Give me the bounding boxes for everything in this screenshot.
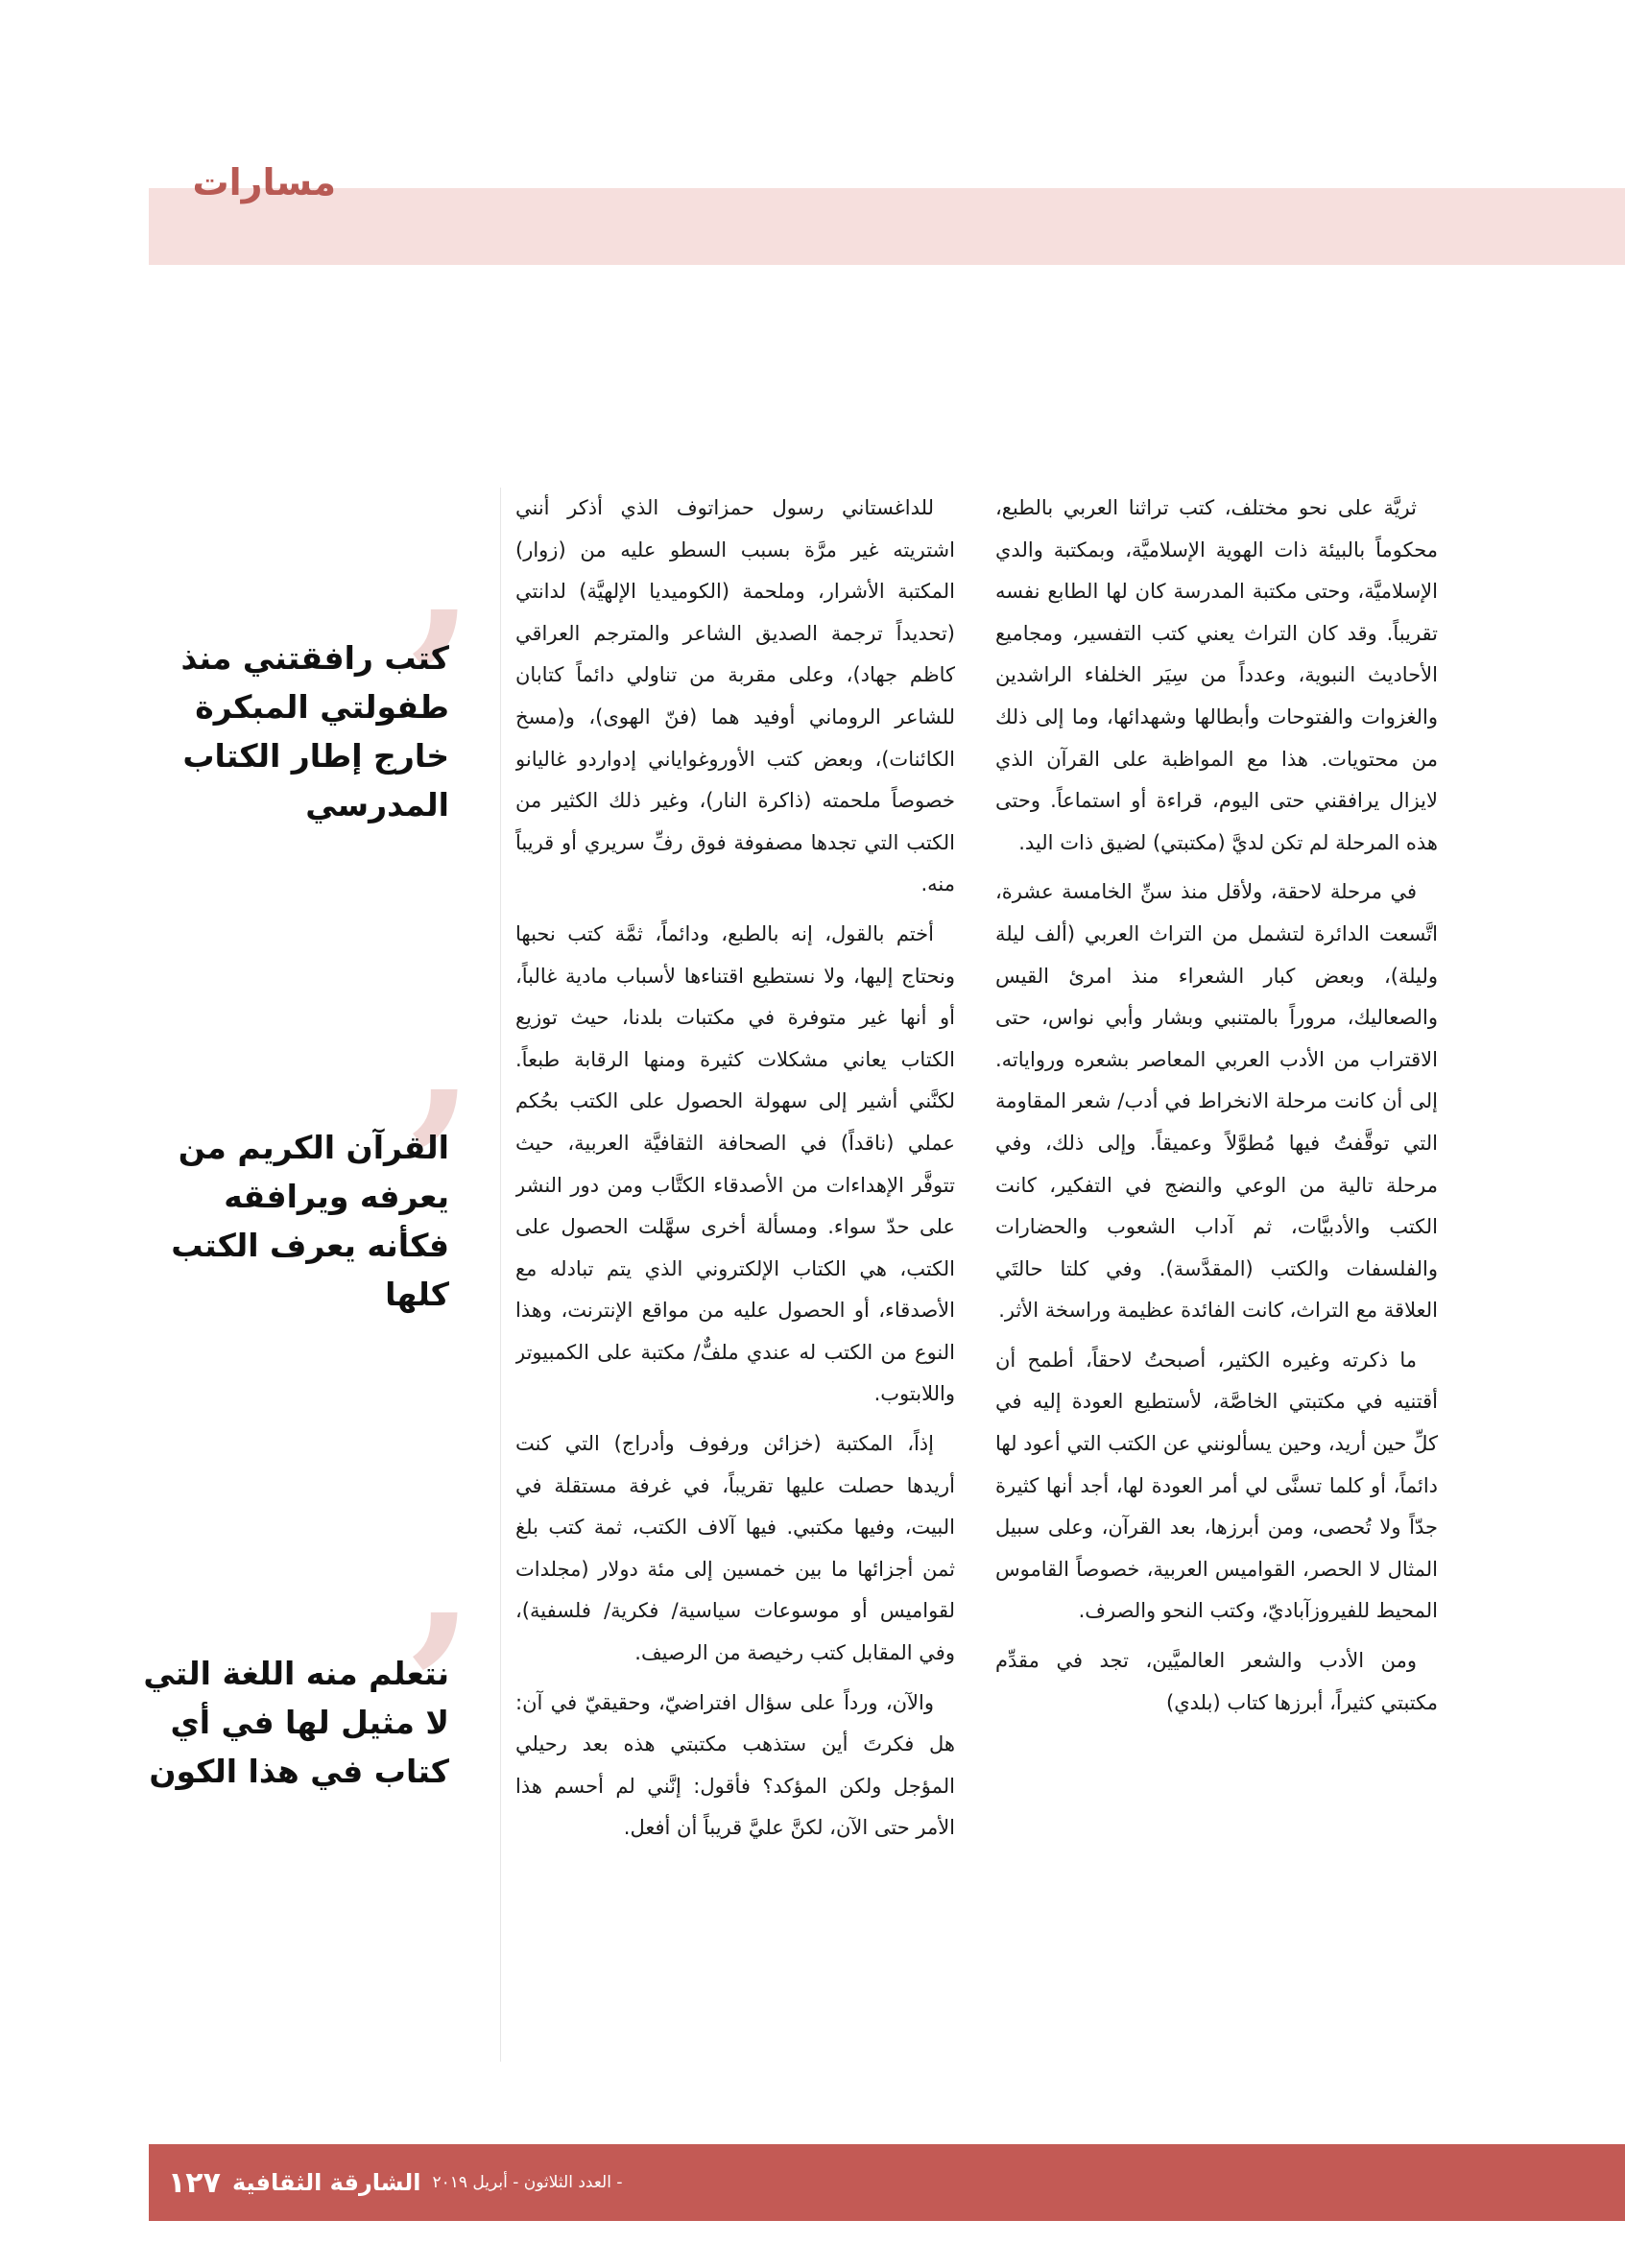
page-number: ١٢٧ — [168, 2165, 221, 2200]
paragraph: ومن الأدب والشعر العالميَّين، تجد في مقدِّم مكتبتي كثيراً، أبرزها كتاب (بلدي) — [995, 1649, 1438, 1714]
article-column-right — [995, 488, 1438, 2062]
footer — [168, 2144, 622, 2221]
section-title: مسارات — [192, 161, 336, 203]
paragraph: أختم بالقول، إنه بالطبع، ودائماً، ثمَّة كتب نحبها ونحتاج إليها، ولا نستطيع اقتناءها لأسباب مادية غالباً، أو أنها غير متوفرة في مكتبات بلدنا، حيث توزيع الكتاب يعاني مشكلات كثيرة ومنها الرقابة طبعاً. لكنَّني أشير إلى سهولة الحصول على الكتب بحُكم عملي (ناقداً) في الصحافة الثقافيَّة العربية، حيث تتوفَّر الإهداءات من الأصدقاء الكتَّاب ومن دور النشر على حدّ سواء. ومسألة أخرى سهَّلت الحصول على الكتب، هي الكتاب الإلكتروني الذي يتم تبادله مع الأصدقاء، أو الحصول عليه من مواقع الإنترنت، وهذا النوع من الكتب له عندي ملفٌّ/ مكتبة على الكمبيوتر واللابتوب. — [515, 921, 955, 1406]
paragraph: إذاً، المكتبة (خزائن ورفوف وأدراج) التي كنت أريدها حصلت عليها تقريباً، في غرفة مستقلة في البيت، وفيها مكتبي. فيها آلاف الكتب، ثمة كتب بلغ ثمن أجزائها ما بين خمسين إلى مئة دولار (مجلدات لقواميس أو موسوعات سياسية/ فكرية/ فلسفية)، وفي المقابل كتب رخيصة من الرصيف. — [515, 1432, 955, 1665]
header-band — [149, 188, 1625, 265]
paragraph: ثريَّة على نحو مختلف، كتب تراثنا العربي بالطبع، محكوماً بالبيئة ذات الهوية الإسلاميَّة، وبمكتبة والدي الإسلاميَّة، وحتى مكتبة المدرسة كان لها الطابع نفسه تقريباً. وقد كان التراث يعني كتب التفسير، ومجاميع الأحاديث النبوية، وعدداً من سِيَر الخلفاء الراشدين والغزوات والفتوحات وأبطالها وشهدائها، وما إلى ذلك من محتويات. هذا مع المواظبة على القرآن الذي لايزال يرافقني حتى اليوم، قراءة أو استماعاً. وحتى هذه المرحلة لم تكن لديَّ (مكتبتي) لضيق ذات اليد. — [995, 496, 1438, 854]
paragraph: للداغستاني رسول حمزاتوف الذي أذكر أنني اشتريته غير مرَّة بسبب السطو عليه من (زوار) المكتبة الأشرار، وملحمة (الكوميديا الإلهيَّة) لدانتي (تحديداً ترجمة الصديق الشاعر والمترجم العراقي كاظم جهاد)، وعلى مقربة من تناولي دائماً كتابان للشاعر الروماني أوفيد هما (فنّ الهوى)، و(مسخ الكائنات)، وبعض كتب الأوروغواياني إدواردو غاليانو خصوصاً ملحمته (ذاكرة النار)، وغير ذلك الكثير من الكتب التي تجدها مصفوفة فوق رفِّ سريري أو قريباً منه. — [515, 496, 955, 896]
article-column-left — [515, 488, 955, 2062]
pull-quote-1: كتب رافقتني منذ طفولتي المبكرة خارج إطار الكتاب المدرسي — [180, 639, 449, 824]
quote-mark-3: ’ — [403, 1570, 474, 1807]
quote-mark-1: ’ — [403, 567, 474, 804]
pull-quote-2: القرآن الكريم من يعرفه ويرافقه فكأنه يعرف الكتب كلها — [171, 1129, 449, 1313]
paragraph: في مرحلة لاحقة، ولأقل منذ سنِّ الخامسة عشرة، اتَّسعت الدائرة لتشمل من التراث العربي (ألف ليلة وليلة)، وبعض كبار الشعراء منذ امرئ القيس والصعاليك، مروراً بالمتنبي وبشار وأبي نواس، حتى الاقتراب من الأدب العربي المعاصر بشعره ورواياته. إلى أن كانت مرحلة الانخراط في أدب/ شعر المقاومة التي توقَّفتُ فيها مُطوَّلاً وعميقاً. وإلى ذلك، وفي مرحلة تالية من الوعي والنضج في التفكير، كانت الكتب والأدبيَّات، ثم آداب الشعوب والحضارات والفلسفات والكتب (المقدَّسة). وفي كلتا حالتَي العلاقة مع التراث، كانت الفائدة عظيمة وراسخة الأثر. — [995, 880, 1438, 1323]
magazine-name: الشارقة الثقافية — [231, 2169, 421, 2196]
pull-quote-3: نتعلم منه اللغة التي لا مثيل لها في أي كتاب في هذا الكون — [143, 1655, 449, 1790]
column-divider — [500, 488, 501, 2062]
paragraph: ما ذكرته وغيره الكثير، أصبحتُ لاحقاً، أطمح أن أقتنيه في مكتبتي الخاصَّة، لأستطيع العودة إليه في كلِّ حين أريد، وحين يسألونني عن الكتب التي أعود لها دائماً، أو كلما تسنَّى لي أمر العودة لها، أجد أنها كثيرة جدّاً ولا تُحصى، ومن أبرزها، بعد القرآن، وعلى سبيل المثال لا الحصر، القواميس العربية، خصوصاً القاموس المحيط للفيروزآباديّ، وكتب النحو والصرف. — [995, 1348, 1438, 1623]
quote-mark-2: ’ — [403, 1047, 474, 1284]
paragraph: والآن، ورداً على سؤال افتراضيّ، وحقيقيّ في آن: هل فكرتَ أين ستذهب مكتبتي هذه بعد رحيلي المؤجل ولكن المؤكد؟ فأقول: إنَّني لم أحسم هذا الأمر حتى الآن، لكنَّ عليَّ قريباً أن أفعل. — [515, 1690, 955, 1840]
issue-info: العدد الثلاثون - أبريل ٢٠١٩ - — [432, 2173, 623, 2192]
